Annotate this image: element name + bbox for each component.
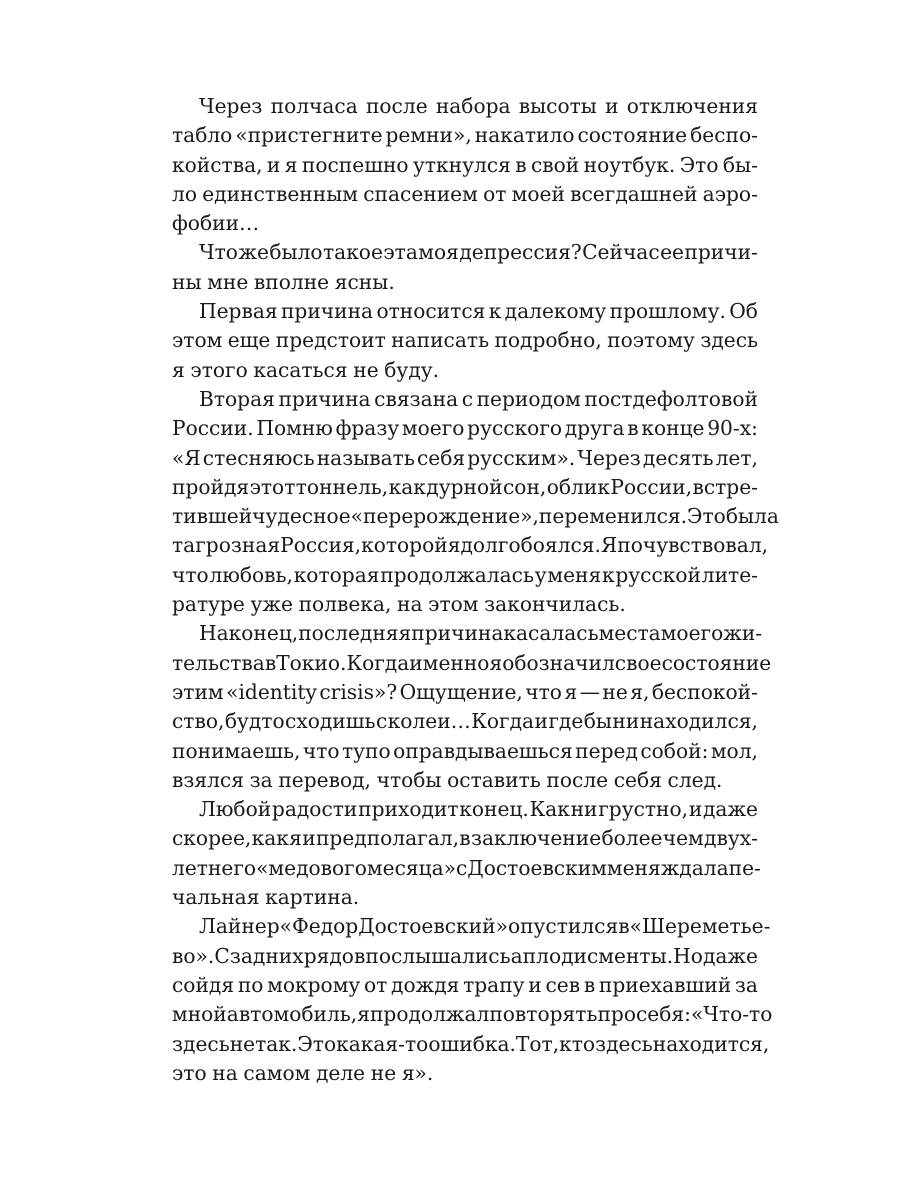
text-line: во». С задних рядов послышались аплодисменты. Но даже [172,943,758,968]
text-line: я этого касаться не буду. [172,357,440,382]
text-line: Через полчаса после набора высоты и отключения [199,94,758,118]
text-line: Что же было такое эта моя депрессия? Сейчас ее причи- [199,240,758,265]
paragraph [172,238,758,297]
text-line: тившей чудесное «перерождение», переменился. Это была [172,504,779,529]
text-line: чальная картина. [172,885,360,910]
text-line: Первая причина относится к далекому прошлому. Об [199,299,758,324]
paragraph [172,619,772,795]
text-line: этим «identity crisis»? Ощущение, что я — не я, беспокой- [172,679,758,704]
text-line: взялся за перевод, чтобы оставить после себя след. [172,767,723,792]
text-line: ство, будто сходишь с колеи… Когда и где бы ни находился, [172,709,758,734]
text-line: здесь не так. Это какая-то ошибка. Тот, кто здесь находится, [172,1031,770,1056]
text-line: тельства в Токио. Когда именно я обозначил свое состояние [172,650,772,675]
text-line: пройдя этот тоннель, как дурной сон, облик России, встре- [172,474,758,499]
text-line: «Я стесняюсь называть себя русским». Через десять лет, [172,445,758,470]
text-line: скорее, как я и предполагал, в заключение более чем двух- [172,826,758,851]
paragraph [172,912,773,1088]
text-line: понимаешь, что тупо оправдываешься перед собой: мол, [172,738,758,763]
text-line: Лайнер «Федор Достоевский» опустился в «Шереметье- [199,914,771,939]
text-line: Вторая причина связана с периодом постдефолтовой [199,386,758,411]
body-text [172,92,779,1088]
paragraph [172,297,758,385]
text-line: та грозная Россия, которой я долго боялся. Я почувствовал, [172,533,769,558]
text-line: мной автомобиль, я продолжал повторять про себя: «Что-то [172,1002,773,1027]
paragraph [172,92,758,238]
paragraph [172,385,779,619]
text-line: России. Помню фразу моего русского друга в конце 90-х: [172,416,758,441]
paragraph [172,795,761,912]
text-line: ны мне вполне ясны. [172,269,395,294]
text-line: что любовь, которая продолжалась у меня к русской лите- [172,562,758,587]
text-line: Любой радости приходит конец. Как ни грустно, и даже [199,797,758,822]
text-line: ратуре уже полвека, на этом закончилась. [172,592,626,617]
text-line: этом еще предстоит написать подробно, поэтому здесь [172,328,758,353]
text-line: это на самом деле не я». [172,1060,434,1085]
text-line: летнего «медового месяца» с Достоевским меня ждала пе- [172,855,761,880]
text-line: фобии… [172,211,260,236]
text-line: койства, и я поспешно уткнулся в свой ноутбук. Это бы- [172,152,758,177]
text-line: ло единственным спасением от моей всегдашней аэро- [172,181,758,206]
text-line: табло «пристегните ремни», накатило состояние беспо- [172,123,758,148]
text-line: Наконец, последняя причина касалась места моего жи- [199,621,763,646]
text-line: сойдя по мокрому от дождя трапу и сев в приехавший за [172,972,758,997]
